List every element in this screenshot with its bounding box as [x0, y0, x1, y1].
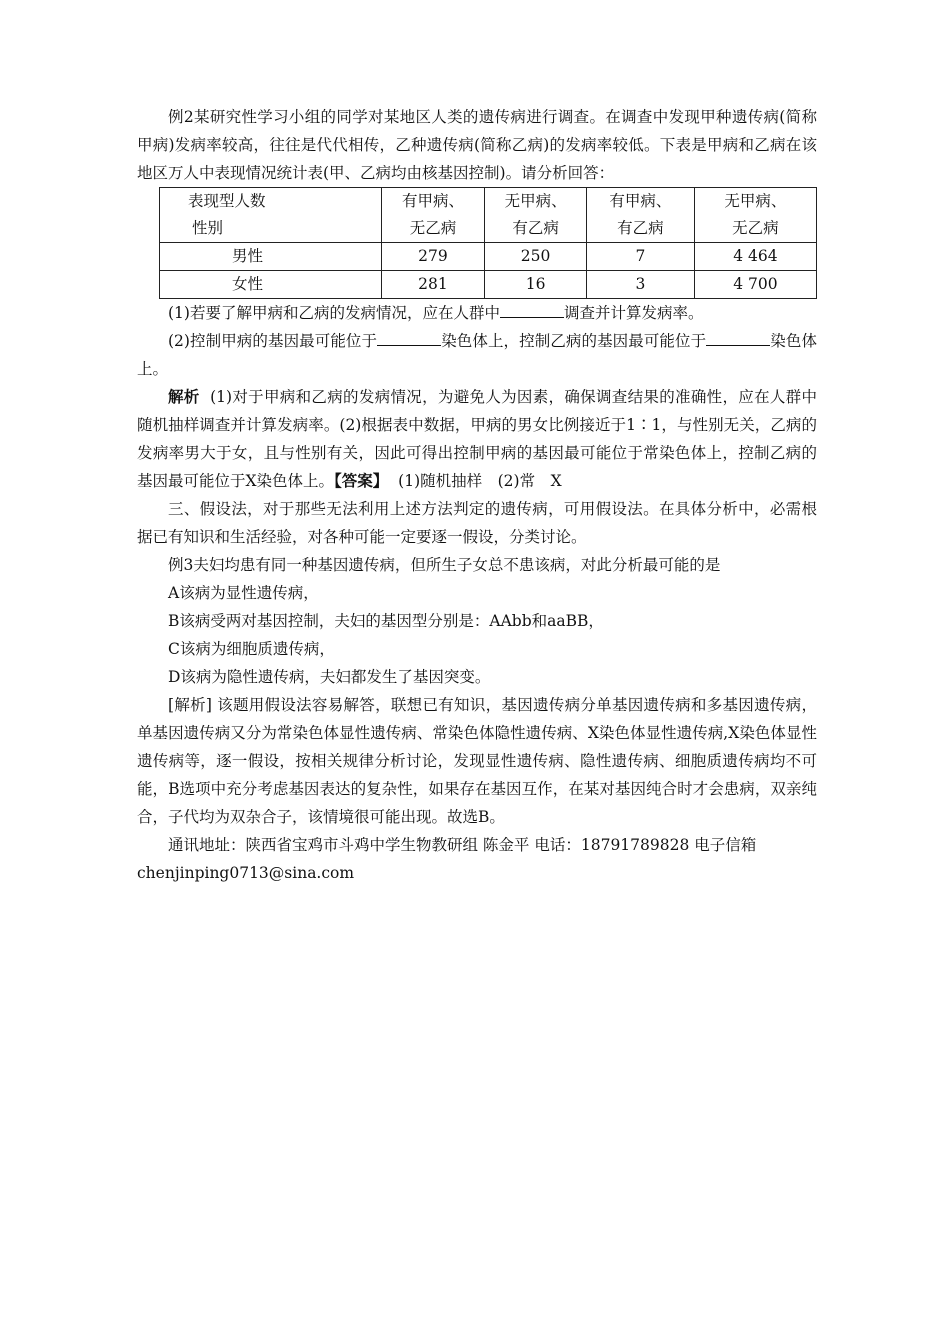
answer-blank [500, 303, 564, 318]
document-page [137, 103, 817, 887]
table-header-cell: 无甲病、 无乙病 [694, 188, 816, 243]
contact-info: 通讯地址：陕西省宝鸡市斗鸡中学生物教研组 陈金平 电话：18791789828 电子信箱 [168, 836, 757, 854]
method-3-paragraph: 三、假设法，对于那些无法利用上述方法判定的遗传病，可用假设法。在具体分析中，必需根据已有知识和生活经验，对各种可能一定要逐一假设，分类讨论。 [137, 500, 817, 546]
table-cell: 4 464 [694, 243, 816, 271]
option-c: C该病为细胞质遗传病， [168, 640, 335, 658]
table-cell: 279 [381, 243, 485, 271]
analysis-label: 解析 [168, 387, 200, 406]
question-1: (1)若要了解甲病和乙病的发病情况，应在人群中 调查并计算发病率。 [168, 304, 704, 322]
table-header-cell: 有甲病、 有乙病 [587, 188, 695, 243]
corner-label-sex: 性别 [192, 219, 224, 237]
row-label: 男性 [160, 243, 382, 271]
email-address: chenjinping0713@sina.com [137, 864, 355, 882]
table-cell: 16 [485, 271, 587, 299]
table-cell: 7 [587, 243, 695, 271]
answer-text: (1)随机抽样 (2)常 X [398, 472, 562, 490]
example3-question: 例3夫妇均患有同一种基因遗传病，但所生子女总不患该病，对此分析最可能的是 [168, 556, 721, 574]
table-row-female [160, 271, 817, 299]
row-label: 女性 [160, 271, 382, 299]
example2-analysis: 解析 (1)对于甲病和乙病的发病情况，为避免人为因素，确保调查结果的准确性，应在人群中随机抽样调查并计算发病率。(2)根据表中数据，甲病的男女比例接近于1∶1，与性别无关，乙病的发病率男大于女，且与性别有关，因此可得出控制甲病的基因最可能位于常染色体上，控制乙病的基因最可能位于X染色体上。【答案】 (1)随机抽样 (2)常 X [137, 387, 817, 490]
analysis-label: [解析] [168, 696, 212, 714]
table-row-male [160, 243, 817, 271]
table-header-cell: 有甲病、 无乙病 [381, 188, 485, 243]
table-header-cell: 无甲病、 有乙病 [485, 188, 587, 243]
table-cell: 4 700 [694, 271, 816, 299]
answer-blank [377, 331, 441, 346]
statistics-table [159, 187, 817, 299]
question-2: (2)控制甲病的基因最可能位于 染色体上，控制乙病的基因最可能位于 染色体上。 [137, 332, 817, 378]
table-cell: 3 [587, 271, 695, 299]
option-d: D该病为隐性遗传病，夫妇都发生了基因突变。 [168, 668, 491, 686]
option-a: A该病为显性遗传病， [168, 584, 319, 602]
example2-intro: 例2某研究性学习小组的同学对某地区人类的遗传病进行调查。在调查中发现甲种遗传病(简称甲病)发病率较高，往往是代代相传，乙种遗传病(简称乙病)的发病率较低。下表是甲病和乙病在该地区万人中表现情况统计表(甲、乙病均由核基因控制)。请分析回答： [137, 108, 817, 182]
corner-label-phenotype: 表现型人数 [188, 192, 266, 210]
table-corner-cell [160, 188, 382, 243]
table-cell: 250 [485, 243, 587, 271]
table-header-row [160, 188, 817, 243]
example3-analysis: [解析] 该题用假设法容易解答，联想已有知识，基因遗传病分单基因遗传病和多基因遗传病，单基因遗传病又分为常染色体显性遗传病、常染色体隐性遗传病、X染色体显性遗传病,X染色体显性遗传病等，逐一假设，按相关规律分析讨论，发现显性遗传病、隐性遗传病、细胞质遗传病均不可能，B选项中充分考虑基因表达的复杂性，如果存在基因互作，在某对基因纯合时才会患病，双亲纯合，子代均为双杂合子，该情境很可能出现。故选B。 [137, 696, 817, 826]
table-cell: 281 [381, 271, 485, 299]
answer-label: 【答案】 [334, 471, 389, 490]
answer-blank [706, 331, 770, 346]
option-b: B该病受两对基因控制，夫妇的基因型分别是：AAbb和aaBB， [168, 612, 604, 630]
